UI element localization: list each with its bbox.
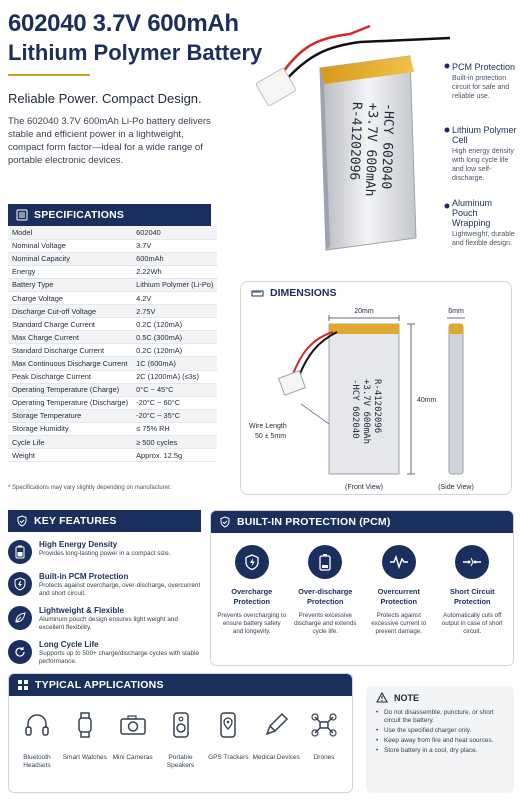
spec-value: 600mAh <box>132 252 217 265</box>
note-item: • Keep away from fire and heat sources. <box>376 737 504 745</box>
shield-bolt-icon <box>235 545 269 579</box>
headset-icon <box>22 710 52 740</box>
page-subtitle: Lithium Polymer Battery <box>8 40 263 65</box>
spec-label: Weight <box>8 449 132 462</box>
shield-icon <box>219 516 231 528</box>
spec-value: -20°C ~ 60°C <box>132 396 217 409</box>
spec-value: 1C (600mA) <box>132 357 217 370</box>
spec-label: Nominal Voltage <box>8 239 132 252</box>
dimension-drawing <box>241 304 511 494</box>
note-item: • Store battery in a cool, dry place. <box>376 747 504 755</box>
pcm-item-overdischarge: Over-discharge Protection Prevents excessive discharge and extends cycle life. <box>289 545 363 636</box>
feature-item: High Energy Density Provides long-lasting power in a compact size. <box>8 540 201 564</box>
shield-check-icon <box>16 515 28 527</box>
leaf-icon <box>8 606 32 630</box>
wire-length-value: 50 ± 5mm <box>255 433 287 440</box>
spec-label: Model <box>8 226 132 239</box>
spec-label: Standard Charge Current <box>8 318 132 331</box>
svg-text:R-41202096: R-41202096 <box>346 101 365 181</box>
spec-row <box>8 383 217 396</box>
spec-label: Operating Temperature (Discharge) <box>8 396 132 409</box>
side-view-label: (Side View) <box>438 484 474 491</box>
list-icon <box>16 209 28 221</box>
pcm-item-overcharge: Overcharge Protection Prevents overcharging to ensure battery safety and longevity. <box>215 545 289 636</box>
spec-label: Standard Discharge Current <box>8 344 132 357</box>
watch-icon <box>70 710 100 740</box>
shield-icon <box>8 572 32 596</box>
applications-section <box>8 673 353 793</box>
camera-icon <box>118 710 148 740</box>
length-label: 40mm <box>417 397 437 404</box>
spec-row <box>8 422 217 435</box>
cycle-icon <box>8 640 32 664</box>
spec-value: 0.5C (300mA) <box>132 331 217 344</box>
dimensions-header: DIMENSIONS <box>241 282 511 304</box>
spec-label: Battery Type <box>8 278 132 291</box>
spec-value: Approx. 12.5g <box>132 449 217 462</box>
spec-label: Charge Voltage <box>8 291 132 304</box>
note-item: • Do not disassemble, puncture, or short circuit the battery. <box>376 709 504 725</box>
app-bluetooth-headsets: Bluetooth Headsets <box>13 710 61 770</box>
spec-row <box>8 370 217 383</box>
dimensions-section <box>240 281 512 495</box>
spec-row <box>8 265 217 278</box>
app-portable-speakers: Portable Speakers <box>157 710 205 770</box>
spec-value: ≥ 500 cycles <box>132 436 217 449</box>
spec-table <box>8 226 217 462</box>
spec-value: 3.7V <box>132 239 217 252</box>
spec-label: Operating Temperature (Charge) <box>8 383 132 396</box>
callout-pouch: Aluminum Pouch Wrapping Lightweight, durable and flexible design. <box>452 198 515 247</box>
spec-value: ≤ 75% RH <box>132 422 217 435</box>
key-features-header: KEY FEATURES <box>8 510 201 532</box>
pcm-item-overcurrent: Overcurrent Protection Protects against excessive current to prevent damage. <box>362 545 436 636</box>
pulse-icon <box>382 545 416 579</box>
feature-item: Lightweight & Flexible Aluminum pouch design ensures light weight and excellent flexibility. <box>8 606 201 632</box>
spec-label: Max Continuous Discharge Current <box>8 357 132 370</box>
spec-value: 2.75V <box>132 305 217 318</box>
app-mini-cameras: Mini Cameras <box>109 710 157 770</box>
specifications-section <box>8 204 214 462</box>
spec-footnote: * Specifications may vary slightly depending on manufacturer. <box>8 485 172 491</box>
battery-icon <box>8 540 32 564</box>
note-list <box>376 709 504 755</box>
spec-row <box>8 252 217 265</box>
applications-header: TYPICAL APPLICATIONS <box>9 674 352 696</box>
gps-icon <box>213 710 243 740</box>
note-item: • Use the specified charger only. <box>376 727 504 735</box>
spec-row <box>8 239 217 252</box>
short-circuit-icon <box>455 545 489 579</box>
speaker-icon <box>166 710 196 740</box>
spec-value: 4.2V <box>132 291 217 304</box>
thickness-label: 6mm <box>448 308 464 315</box>
svg-text:+3.7V 600mAh: +3.7V 600mAh <box>361 102 381 197</box>
spec-label: Discharge Cut-off Voltage <box>8 305 132 318</box>
feature-item: Long Cycle Life Supports up to 500+ charge/discharge cycles with stable performance. <box>8 640 201 666</box>
spec-label: Cycle Life <box>8 436 132 449</box>
svg-text:R-41202096: R-41202096 <box>372 379 382 434</box>
note-header: NOTE <box>376 692 504 703</box>
spec-label: Storage Humidity <box>8 422 132 435</box>
width-label: 20mm <box>354 308 374 315</box>
svg-text:+3.7V 600mAh: +3.7V 600mAh <box>361 379 371 445</box>
grid-icon <box>17 679 29 691</box>
spec-row <box>8 318 217 331</box>
spec-row <box>8 357 217 370</box>
ruler-icon <box>251 287 264 300</box>
spec-label: Max Charge Current <box>8 331 132 344</box>
product-description: The 602040 3.7V 600mAh Li-Po battery delivers stable and efficient power in a lightweight, compact form factor—ideal for a wide range of portable electronic devices. <box>8 116 211 166</box>
spec-row <box>8 226 217 239</box>
spec-row <box>8 409 217 422</box>
spec-row <box>8 449 217 462</box>
spec-value: Lithium Polymer (Li-Po) <box>132 278 217 291</box>
spec-value: -20°C ~ 35°C <box>132 409 217 422</box>
spec-value: 0°C ~ 45°C <box>132 383 217 396</box>
page-title: 602040 3.7V 600mAh <box>8 10 239 37</box>
spec-row <box>8 291 217 304</box>
spec-label: Energy <box>8 265 132 278</box>
svg-text:-HCY 602040: -HCY 602040 <box>377 102 396 190</box>
pcm-header: BUILT-IN PROTECTION (PCM) <box>211 511 513 533</box>
app-medical-devices: Medical Devices <box>252 710 300 770</box>
warning-icon <box>376 692 388 703</box>
spec-label: Nominal Capacity <box>8 252 132 265</box>
tagline: Reliable Power. Compact Design. <box>8 91 202 106</box>
app-drones: Drones <box>300 710 348 770</box>
spec-value: 602040 <box>132 226 217 239</box>
wire-length-label: Wire Length <box>249 423 287 430</box>
callout-cell: Lithium Polymer Cell High energy density with long cycle life and low self-discharge. <box>452 125 517 182</box>
app-smart-watches: Smart Watches <box>61 710 109 770</box>
spec-row <box>8 331 217 344</box>
title-underline <box>8 74 90 76</box>
spec-row <box>8 278 217 291</box>
pen-icon <box>261 710 291 740</box>
front-view-label: (Front View) <box>345 484 383 491</box>
feature-item: Built-in PCM Protection Protects against overcharge, over-discharge, overcurrent and short circuit. <box>8 572 201 598</box>
spec-row <box>8 436 217 449</box>
spec-label: Storage Temperature <box>8 409 132 422</box>
drone-icon <box>309 710 339 740</box>
spec-value: 0.2C (120mA) <box>132 344 217 357</box>
pcm-section <box>210 510 514 666</box>
pcm-item-short-circuit: Short Circuit Protection Automatically cuts off output in case of short circuit. <box>436 545 510 636</box>
spec-row <box>8 344 217 357</box>
spec-value: 2.22Wh <box>132 265 217 278</box>
battery-illustration <box>220 8 450 258</box>
key-features-section <box>8 510 201 666</box>
spec-row <box>8 396 217 409</box>
spec-label: Peak Discharge Current <box>8 370 132 383</box>
battery-low-icon <box>308 545 342 579</box>
spec-value: 2C (1200mA) (≤3s) <box>132 370 217 383</box>
callout-pcm: PCM Protection Built-in protection circuit for safe and reliable use. <box>452 62 516 100</box>
svg-text:-HCY 602040: -HCY 602040 <box>350 379 360 439</box>
spec-row <box>8 305 217 318</box>
app-gps-trackers: GPS Trackers <box>204 710 252 770</box>
spec-value: 0.2C (120mA) <box>132 318 217 331</box>
specifications-header: SPECIFICATIONS <box>8 204 211 226</box>
note-box <box>366 686 514 793</box>
